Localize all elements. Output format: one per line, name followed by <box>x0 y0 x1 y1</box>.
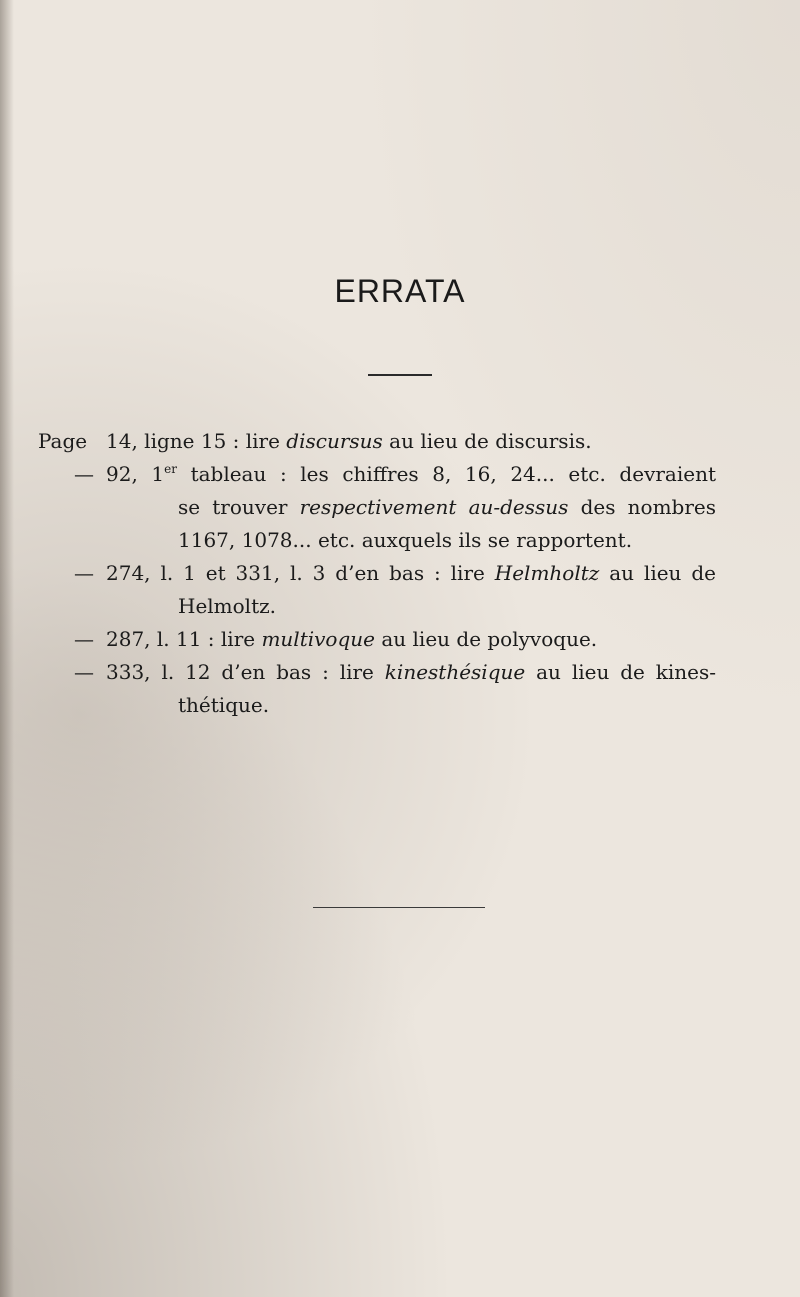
errata-entry <box>0 425 800 458</box>
errata-entry <box>0 623 800 656</box>
entry-lead-page: Page <box>38 429 88 453</box>
entry-page-number: 287, <box>106 627 151 651</box>
errata-title: ERRATA <box>334 273 466 309</box>
errata-entry <box>0 458 800 557</box>
entry-lead-dash: — <box>74 462 94 486</box>
correction-term: respectivement au-dessus <box>299 495 569 519</box>
entry-text: 14, ligne 15 : lire discursus au lieu de discursis. <box>106 425 716 458</box>
correction-term: kinesthésique <box>384 660 526 684</box>
closing-rule <box>313 907 485 908</box>
entry-text: 92, 1er tableau : les chiffres 8, 16, 24... etc. devraient se trouver respectivement au-dessus des nombres 1167, 1078... etc. auxquels ils se rapportent. <box>106 458 716 557</box>
errata-list <box>0 425 800 722</box>
entry-text: 287, l. 11 : lire multivoque au lieu de polyvoque. <box>106 623 716 656</box>
entry-page-number: 14, <box>106 429 138 453</box>
entry-lead-dash: — <box>74 627 94 651</box>
correction-term: discursus <box>286 429 383 453</box>
entry-page-number: 333, <box>106 660 151 684</box>
entry-page-number: 92, <box>106 462 138 486</box>
entry-lead-dash: — <box>74 561 94 585</box>
errata-entry <box>0 656 800 722</box>
title-divider <box>368 374 432 376</box>
errata-entry <box>0 557 800 623</box>
entry-lead-dash: — <box>74 660 94 684</box>
correction-term: Helmholtz <box>494 561 600 585</box>
correction-term: multivoque <box>261 627 375 651</box>
ordinal-suffix: er <box>164 462 177 476</box>
entry-page-number: 274, <box>106 561 151 585</box>
entry-text: 274, l. 1 et 331, l. 3 d’en bas : lire Helmholtz au lieu de Helmoltz. <box>106 557 716 623</box>
entry-text: 333, l. 12 d’en bas : lire kinesthésique au lieu de kines- thétique. <box>106 656 716 722</box>
